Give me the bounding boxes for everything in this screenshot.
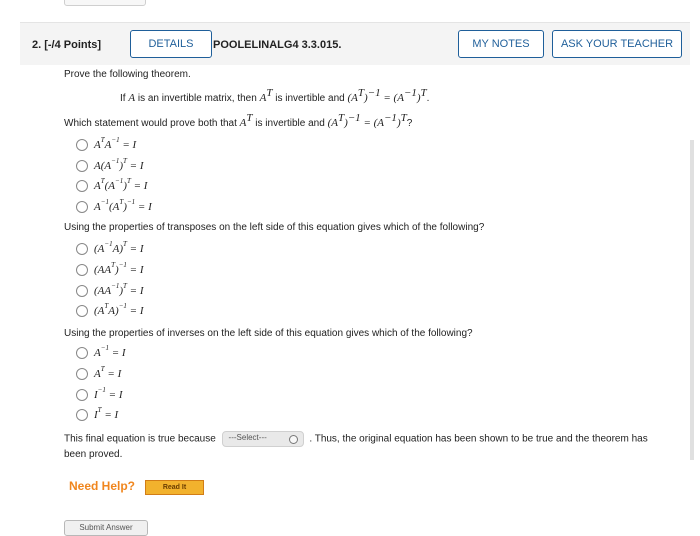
theorem-lhs-t-sup: T: [357, 86, 364, 99]
q1-text-b: is invertible and: [252, 118, 328, 129]
option-math: $I^T = I$: [94, 406, 119, 421]
read-it-button[interactable]: Read It: [145, 480, 204, 495]
prompt-intro: Prove the following theorem.: [64, 69, 191, 80]
q1-lhs-close: ): [344, 117, 348, 129]
q3-option-4[interactable]: [76, 407, 118, 423]
scrollbar[interactable]: [690, 140, 694, 460]
theorem-t-sup: T: [266, 86, 273, 99]
final-statement: [64, 431, 648, 447]
reason-select[interactable]: [222, 431, 304, 447]
theorem-lhs: (A: [347, 92, 358, 104]
option-math: $A^{-1} = I$: [94, 344, 126, 359]
q2-option-2[interactable]: [76, 262, 144, 278]
q2-option-1[interactable]: [76, 241, 144, 257]
option-math: $A(A^{-1})^T = I$: [94, 157, 144, 172]
select-value: ---Select---: [228, 433, 267, 442]
option-math: $(A^TA)^{-1} = I$: [94, 302, 144, 317]
radio-button[interactable]: [76, 347, 88, 359]
final-line-2: been proved.: [64, 449, 123, 460]
radio-button[interactable]: [76, 389, 88, 401]
q1-option-2[interactable]: [76, 158, 144, 174]
radio-button[interactable]: [76, 139, 88, 151]
option-math: $I^{-1} = I$: [94, 386, 123, 401]
theorem-statement: [120, 86, 430, 104]
question-body: [0, 64, 690, 530]
option-math: $A^TA^{-1} = I$: [94, 136, 137, 151]
q1-eq: = (A: [360, 117, 384, 129]
theorem-rhs-inv-sup: −1: [403, 86, 417, 99]
question-2-text: Using the properties of transposes on the left side of this equation gives which of the following?: [64, 222, 485, 233]
question-header: [20, 22, 690, 65]
radio-button[interactable]: [76, 201, 88, 213]
final-after: . Thus, the original equation has been shown to be true and the theorem has: [309, 433, 648, 445]
q3-option-3[interactable]: [76, 387, 123, 403]
q1-t-sup: T: [246, 111, 253, 124]
my-notes-button[interactable]: MY NOTES: [458, 30, 544, 58]
q2-option-4[interactable]: [76, 303, 144, 319]
theorem-rhs-t-sup: T: [420, 86, 427, 99]
q1-text-a: Which statement would prove both that: [64, 118, 240, 129]
theorem-if: If: [120, 93, 129, 104]
previous-submit-button-fragment[interactable]: [64, 0, 146, 6]
option-math: $(A^{-1}A)^T = I$: [94, 240, 144, 255]
theorem-at: A: [259, 92, 267, 104]
details-button[interactable]: DETAILS: [130, 30, 212, 58]
q1-lhs-t-sup: T: [337, 111, 345, 124]
question-code: POOLELINALG4 3.3.015.: [213, 39, 342, 51]
need-help-label: Need Help?: [69, 479, 136, 493]
submit-answer-button[interactable]: Submit Answer: [64, 520, 148, 536]
question-3-text: Using the properties of inverses on the left side of this equation gives which of the following?: [64, 328, 473, 339]
ask-your-teacher-button[interactable]: ASK YOUR TEACHER: [552, 30, 682, 58]
theorem-rhs-close: ): [416, 92, 421, 104]
theorem-end: .: [426, 93, 430, 104]
theorem-eq: = (A: [380, 92, 404, 104]
radio-button[interactable]: [76, 160, 88, 172]
q3-option-1[interactable]: [76, 345, 126, 361]
q1-a: A: [239, 117, 247, 129]
option-math: $A^T = I$: [94, 365, 122, 380]
theorem-a: A: [128, 92, 136, 104]
radio-button[interactable]: [76, 180, 88, 192]
option-math: $A^T(A^{-1})^T = I$: [94, 177, 148, 192]
theorem-lhs-inv-sup: −1: [367, 86, 381, 99]
q3-option-2[interactable]: [76, 366, 121, 382]
q1-option-4[interactable]: [76, 199, 152, 215]
theorem-is: is invertible and: [272, 93, 348, 104]
theorem-lhs-close: ): [364, 92, 368, 104]
radio-button[interactable]: [76, 285, 88, 297]
q1-option-1[interactable]: [76, 137, 136, 153]
q1-lhs-inv-sup: −1: [347, 111, 361, 124]
radio-button[interactable]: [76, 305, 88, 317]
chevron-updown-icon: [289, 435, 298, 444]
q1-rhs-t-sup: T: [400, 111, 407, 124]
q1-q: ?: [406, 118, 413, 129]
radio-button[interactable]: [76, 409, 88, 421]
question-number: 2. [-/4 Points]: [32, 39, 102, 51]
radio-button[interactable]: [76, 264, 88, 276]
option-math: $(AA^T)^{-1} = I$: [94, 261, 144, 276]
option-math: $A^{-1}(A^T)^{-1} = I$: [94, 198, 152, 213]
q1-rhs-inv-sup: −1: [384, 111, 397, 124]
final-before: This final equation is true because: [64, 433, 216, 445]
question-1-text: [64, 111, 413, 129]
q1-lhs: (A: [327, 117, 338, 129]
q1-rhs-close: ): [396, 117, 401, 129]
radio-button[interactable]: [76, 243, 88, 255]
q1-option-3[interactable]: [76, 178, 147, 194]
theorem-mid: is an invertible matrix, then: [135, 93, 260, 104]
option-math: $(AA^{-1})^T = I$: [94, 282, 144, 297]
q2-option-3[interactable]: [76, 283, 144, 299]
radio-button[interactable]: [76, 368, 88, 380]
